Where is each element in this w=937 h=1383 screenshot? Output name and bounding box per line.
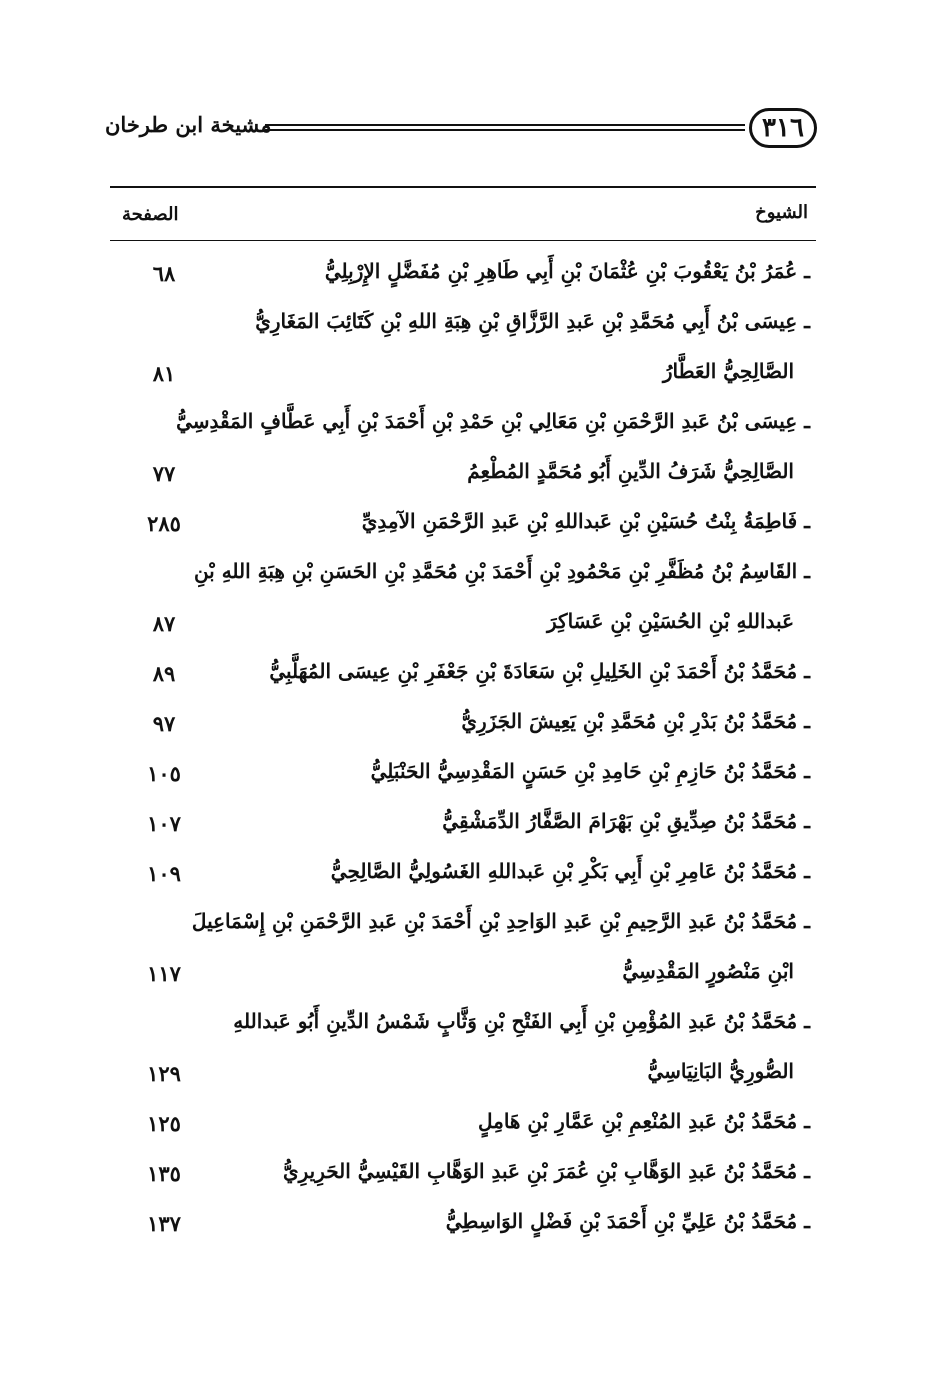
entry-name: ـ مُحَمَّدُ بْنُ أَحْمَدَ بْنِ الخَلِيلِ بْنِ سَعَادَةَ بْنِ جَعْفَرِ بْنِ عِيسَى المُهَلَّبِيُّ (269, 659, 810, 683)
table-header-rule (110, 240, 816, 241)
index-entry (110, 546, 816, 646)
entry-name: ـ مُحَمَّدُ بْنُ عَبدِ المُؤْمِنِ بْنِ أَبِي الفَتْحِ بْنِ وَثَّابٍ شَمْسُ الدِّينِ أَبُو عَبداللهِ (233, 1009, 810, 1033)
book-title: مشيخة ابن طرخان (105, 112, 272, 137)
entry-page-number: ١٣٥ (147, 1161, 181, 1186)
index-entry (110, 1096, 816, 1146)
entry-name: ـ مُحَمَّدُ بْنُ عَبدِ الرَّحِيمِ بْنِ عَبدِ الوَاحِدِ بْنِ أَحْمَدَ بْنِ عَبدِ الرَّحْمَنِ بْنِ إِسْمَاعِيلَ (191, 909, 810, 933)
page-number-badge: ٣١٦ (749, 108, 817, 148)
column-header-names: الشيوخ (755, 202, 808, 223)
index-entry (110, 646, 816, 696)
entry-name-continuation: عَبداللهِ بْنِ الحُسَيْنِ بْنِ عَسَاكِرَ (547, 609, 794, 633)
index-entry (110, 1146, 816, 1196)
entry-name-continuation: ابْنِ مَنْصُورٍ المَقْدِسِيُّ (622, 959, 794, 983)
index-entries (110, 246, 816, 1246)
entry-page-number: ٢٨٥ (147, 511, 181, 536)
index-entry (110, 796, 816, 846)
entry-name: ـ عِيسَى بْنُ عَبدِ الرَّحْمَنِ بْنِ مَعَالِي بْنِ حَمْدِ بْنِ أَحْمَدَ بْنِ أَبِي عَطَّافٍ المَقْدِسِيُّ (176, 409, 810, 433)
entry-page-number: ١٠٥ (147, 761, 181, 786)
entry-name-continuation: الصَّالِحِيُّ العَطَّارُ (662, 359, 794, 383)
entry-page-number: ١٣٧ (147, 1211, 181, 1236)
entry-page-number: ١٠٩ (147, 861, 181, 886)
index-entry (110, 1196, 816, 1246)
entry-name: ـ مُحَمَّدُ بْنُ حَازِمِ بْنِ حَامِدِ بْنِ حَسَنٍ المَقْدِسِيُّ الحَنْبَلِيُّ (370, 759, 810, 783)
entry-page-number: ٧٧ (152, 461, 176, 486)
index-entry (110, 996, 816, 1096)
entry-page-number: ٨٧ (152, 611, 176, 636)
entry-page-number: ٨٩ (152, 661, 176, 686)
entry-name: ـ عُمَرُ بْنُ يَعْقُوبَ بْنِ عُثْمَانَ بْنِ أَبِي طَاهِرِ بْنِ مُفَضَّلٍ الإِرْبِلِيُّ (324, 259, 810, 283)
table-top-rule (110, 186, 816, 188)
entry-page-number: ١٢٩ (147, 1061, 181, 1086)
entry-page-number: ٦٨ (152, 261, 176, 286)
table-column-headers (110, 198, 816, 234)
entry-page-number: ١١٧ (147, 961, 181, 986)
entry-name: ـ عِيسَى بْنُ أَبِي مُحَمَّدِ بْنِ عَبدِ الرَّزَّاقِ بْنِ هِبَةِ اللهِ بْنِ كَتَائِبَ المَغَارِيُّ (255, 309, 810, 333)
entry-page-number: ٩٧ (152, 711, 176, 736)
entry-name: ـ مُحَمَّدُ بْنُ عَبدِ المُنْعِمِ بْنِ عَمَّارِ بْنِ هَامِلٍ (477, 1109, 810, 1133)
entry-page-number: ٨١ (152, 361, 176, 386)
entry-name-continuation: الصُّورِيُّ البَانِيَاسِيُّ (647, 1059, 794, 1083)
index-entry (110, 746, 816, 796)
entry-page-number: ١٢٥ (147, 1111, 181, 1136)
entry-name: ـ القَاسِمُ بْنُ مُظَفَّرِ بْنِ مَحْمُودِ بْنِ أَحْمَدَ بْنِ مُحَمَّدِ بْنِ الحَسَنِ بْنِ هِبَةِ اللهِ بْنِ (193, 559, 810, 583)
entry-name: ـ مُحَمَّدُ بْنُ عَبدِ الوَهَّابِ بْنِ عُمَرَ بْنِ عَبدِ الوَهَّابِ القَيْسِيُّ الحَرِيرِيُّ (282, 1159, 810, 1183)
entry-page-number: ١٠٧ (147, 811, 181, 836)
index-entry (110, 296, 816, 396)
index-entry (110, 496, 816, 546)
column-header-page: الصفحة (122, 204, 179, 225)
index-entry (110, 696, 816, 746)
entry-name: ـ فَاطِمَةُ بِنْتُ حُسَيْنِ بْنِ عَبداللهِ بْنِ عَبدِ الرَّحْمَنِ الآمِدِيِّ (361, 509, 810, 533)
entry-name: ـ مُحَمَّدُ بْنُ بَدْرِ بْنِ مُحَمَّدِ بْنِ يَعِيشَ الجَزَرِيُّ (461, 709, 810, 733)
entry-name: ـ مُحَمَّدُ بْنُ عَامِرِ بْنِ أَبِي بَكْرِ بْنِ عَبداللهِ الغَسُولِيُّ الصَّالِحِيُّ (330, 859, 810, 883)
index-entry (110, 846, 816, 896)
header-rule (265, 124, 745, 131)
index-entry (110, 896, 816, 996)
index-entry (110, 396, 816, 496)
entry-name-continuation: الصَّالِحِيُّ شَرَفُ الدِّينِ أَبُو مُحَمَّدٍ المُطْعِمُ (467, 459, 794, 483)
entry-name: ـ مُحَمَّدُ بْنُ عَلِيِّ بْنِ أَحْمَدَ بْنِ فَضْلٍ الوَاسِطِيُّ (445, 1209, 810, 1233)
entry-name: ـ مُحَمَّدُ بْنُ صِدِّيقِ بْنِ بَهْرَامَ الصَّفَّارُ الدِّمَشْقِيُّ (442, 809, 810, 833)
running-header (105, 102, 817, 158)
index-entry (110, 246, 816, 296)
